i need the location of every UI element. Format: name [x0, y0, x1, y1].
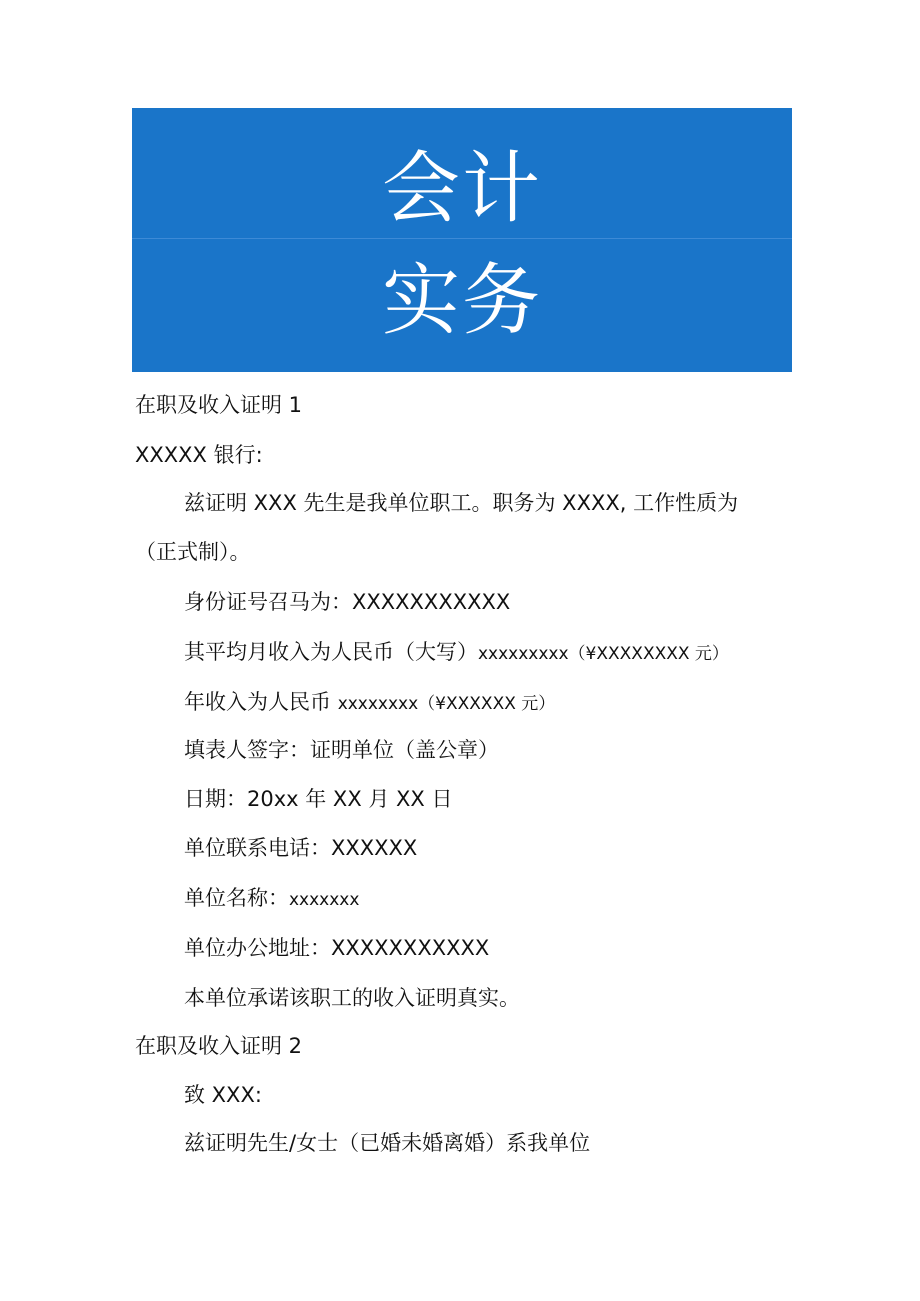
annual-income-value: xxxxxxxx（¥XXXXXX 元）	[337, 694, 556, 714]
doc1-id-number: 身份证号召马为：XXXXXXXXXXX	[184, 590, 511, 614]
doc1-promise: 本单位承诺该职工的收入证明真实。	[184, 986, 520, 1010]
unit-name-value: xxxxxxx	[289, 890, 360, 910]
doc1-phone: 单位联系电话：XXXXXX	[184, 836, 418, 860]
annual-income-label: 年收入为人民币	[184, 690, 331, 714]
banner-title-line2: 实务	[381, 256, 542, 346]
doc1-signature: 填表人签字：证明单位（盖公章）	[184, 738, 499, 762]
doc1-body-line1: 兹证明 XXX 先生是我单位职工。职务为 XXXX, 工作性质为	[184, 491, 739, 515]
doc1-date	[184, 785, 453, 813]
banner-divider	[132, 238, 792, 239]
date-value: 20xx 年 XX 月 XX 日	[247, 787, 453, 811]
doc1-title: 在职及收入证明 1	[135, 393, 303, 417]
banner-title-line1: 会计	[381, 144, 542, 234]
monthly-income-label: 其平均月收入为人民币（大写）	[184, 640, 478, 664]
monthly-income-value: xxxxxxxxx（¥XXXXXXXX 元）	[478, 644, 729, 664]
title-banner	[132, 108, 792, 372]
doc2-recipient: 致 XXX:	[184, 1083, 262, 1107]
doc1-unit-name	[184, 884, 359, 914]
doc2-title: 在职及收入证明 2	[135, 1034, 303, 1058]
doc2-body-line1: 兹证明先生/女士（已婚未婚离婚）系我单位	[184, 1131, 591, 1155]
date-label: 日期：	[184, 787, 247, 811]
doc1-monthly-income	[184, 638, 729, 668]
doc1-body-line2: （正式制）。	[135, 540, 251, 564]
doc1-recipient: XXXXX 银行:	[135, 443, 263, 467]
unit-name-label: 单位名称：	[184, 886, 289, 910]
doc1-address: 单位办公地址：XXXXXXXXXXX	[184, 936, 490, 960]
doc1-annual-income	[184, 688, 555, 718]
